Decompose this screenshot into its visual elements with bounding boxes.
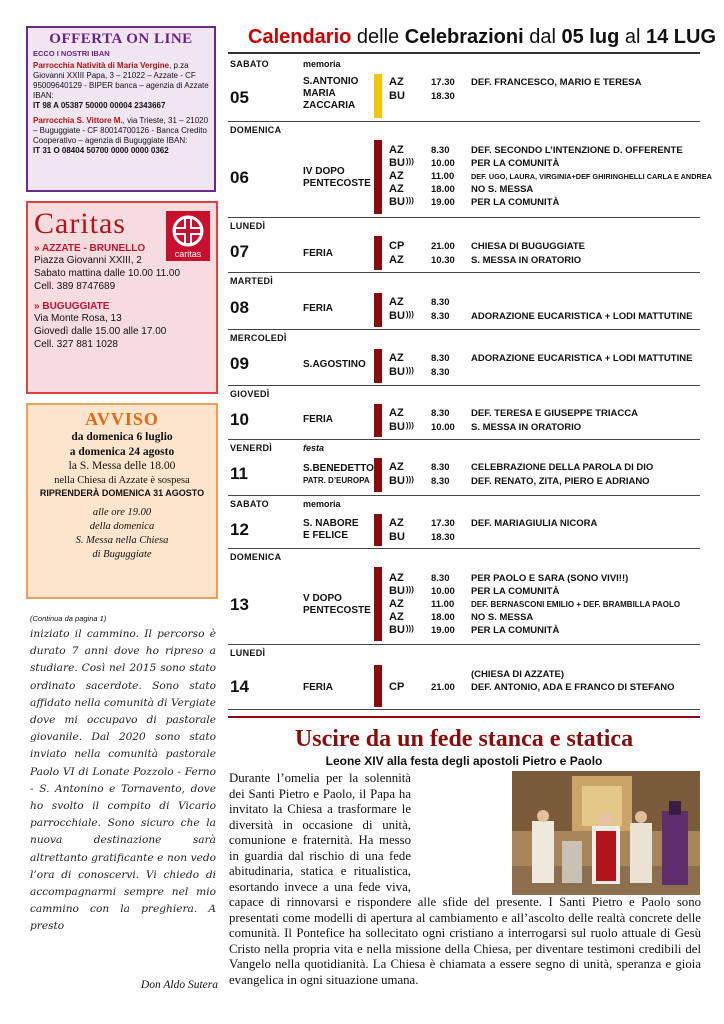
celebration-line-2: MARIA	[303, 88, 336, 99]
season-bar	[374, 74, 382, 118]
place-code: AZ	[389, 517, 404, 529]
celebration	[303, 76, 371, 112]
mass-time: 10.30	[431, 255, 455, 266]
mass-intention: CHIESA DI BUGUGGIATE	[471, 241, 586, 252]
celebration-line-1: S.ANTONIO	[303, 76, 359, 87]
place-code-stream	[389, 624, 414, 636]
day-number: 14	[230, 677, 249, 696]
place-code: BU	[389, 157, 405, 169]
mass-time: 21.00	[431, 241, 455, 252]
mass-time: 8.30	[431, 408, 450, 419]
place-code: AZ	[389, 76, 404, 88]
caritas-azzate-hours: Sabato mattina dalle 10.00 11.00	[34, 268, 181, 279]
mass-intention: PER LA COMUNITÀ	[471, 625, 560, 636]
mass-time: 17.30	[431, 518, 455, 529]
day-name: MERCOLEDÌ	[230, 333, 287, 343]
mass-intention: PER LA COMUNITÀ	[471, 586, 560, 597]
celebration	[303, 166, 371, 190]
calendar-row-14	[228, 645, 700, 710]
article-body	[229, 771, 701, 988]
calendar-row-08	[228, 273, 700, 330]
mass-time: 8.30	[431, 476, 450, 487]
mass-intention: DEF. SECONDO L’INTENZIONE D. OFFERENTE	[471, 145, 683, 156]
mass-time: 10.00	[431, 158, 455, 169]
caritas-buguggiate-hours: Giovedì dalle 15.00 alle 17.00	[34, 326, 167, 337]
celebration: S.AGOSTINO	[303, 359, 366, 370]
offerta-parish-1	[33, 61, 209, 111]
calendar-row-05	[228, 56, 700, 122]
celebration-line-2: PENTECOSTE	[303, 605, 371, 616]
place-code: AZ	[389, 352, 404, 364]
caritas-place-buguggiate-label: BUGUGGIATE	[42, 301, 110, 312]
mass-time: 19.00	[431, 625, 455, 636]
calendar-row-09	[228, 330, 700, 386]
place-code: BU	[389, 366, 405, 378]
mass-time: 10.00	[431, 422, 455, 433]
avviso-line-4: nella Chiesa di Azzate è sospesa	[54, 474, 190, 486]
mass-time: 10.00	[431, 586, 455, 597]
mass-time: 18.30	[431, 532, 455, 543]
day-name: DOMENICA	[230, 125, 282, 135]
streaming-icon: )))	[405, 366, 414, 375]
celebration: FERIA	[303, 682, 333, 693]
day-tag: memoria	[303, 59, 341, 69]
celebration: FERIA	[303, 414, 333, 425]
celebration-line-2: PATR. D’EUROPA	[303, 476, 370, 485]
mass-intention: DEF. UGO, LAURA, VIRGINIA+DEF GHIRINGHELLI CARLA E ANDREA	[471, 172, 712, 181]
letter-signature: Don Aldo Sutera	[140, 979, 218, 991]
mass-intention: PER LA COMUNITÀ	[471, 197, 560, 208]
celebration: FERIA	[303, 303, 333, 314]
mass-intention: DEF. BERNASCONI EMILIO + DEF. BRAMBILLA PAOLO	[471, 600, 681, 609]
calendar-title-5: 05 lug	[561, 26, 620, 48]
mass-location-note: (CHIESA DI AZZATE)	[471, 669, 565, 680]
place-code-stream	[389, 421, 414, 433]
place-code: BU	[389, 90, 405, 102]
caritas-title: Caritas	[34, 207, 126, 240]
day-number: 10	[230, 410, 249, 429]
mass-time: 8.30	[431, 311, 450, 322]
calendar-title	[248, 26, 716, 49]
season-bar	[374, 293, 382, 327]
place-code: AZ	[389, 598, 404, 610]
season-bar	[374, 349, 382, 383]
article-subtitle: Leone XIV alla festa degli apostoli Pietro e Paolo	[325, 754, 603, 768]
mass-intention: DEF. FRANCESCO, MARIO E TERESA	[471, 77, 642, 88]
mass-time: 19.00	[431, 197, 455, 208]
place-code-stream	[389, 157, 414, 169]
avviso-italic-3: S. Messa nella Chiesa	[75, 535, 169, 546]
mass-intention: DEF. ANTONIO, ADA E FRANCO DI STEFANO	[471, 682, 675, 693]
celebration	[303, 593, 371, 617]
parish-2-address: , via Trieste, 31 – 21020 – Buguggiate - CF 80014700126 - Banca Credito Cooperativo – agenzia di Buguggiate IBAN:	[33, 116, 209, 145]
celebration-line-3: ZACCARIA	[303, 100, 356, 111]
place-code: CP	[389, 240, 405, 252]
celebration	[303, 463, 374, 487]
place-code: BU	[389, 310, 405, 322]
caritas-box	[26, 201, 218, 394]
parish-2-iban: IT 31 O 08404 50700 0000 0000 0362	[33, 146, 169, 155]
article-text: Durante l’omelia per la solennità dei Santi Pietro e Paolo, il Papa ha invitato la Chiesa a trasformare le diversità in occasione di unità, comunione e fraternità. Ha messo in guardia dal rischio di una fede abitudinaria, statica e ritualistica, esortando invece a una fede viva, capace di rinnovarsi e rispondere alle sfide del presente. I Santi Pietro e Paolo sono presentati come modelli di apertura al cambiamento e all’ascolto delle realtà concrete delle comunità. Il Pontefice ha sollecitato ogni cristiano a interrogarsi sul ruolo attuale di Gesù Cristo nella propria vita e nella missione della Chiesa, per diventare testimoni credibili del Vangelo nella quotidianità. La Chiesa è chiamata a essere segno di unità, speranza e gioia evangelica in ogni situazione umana.	[229, 771, 701, 987]
parish-2-name: Parrocchia S. Vittore M.	[33, 116, 123, 125]
avviso-line-2: a domenica 24 agosto	[69, 445, 175, 458]
streaming-icon: )))	[405, 421, 414, 430]
mass-time: 8.30	[431, 353, 450, 364]
season-bar	[374, 236, 382, 270]
day-tag: memoria	[303, 499, 341, 509]
day-number: 06	[230, 168, 249, 187]
calendar-row-12	[228, 496, 700, 549]
mass-time: 21.00	[431, 682, 455, 693]
mass-time: 8.30	[431, 462, 450, 473]
day-name: LUNEDÌ	[230, 221, 266, 231]
avviso-italic-2: della domenica	[89, 521, 155, 532]
mass-time: 8.30	[431, 297, 450, 308]
place-code: BU	[389, 531, 405, 543]
parish-1-address: , p.za Giovanni XXIII Papa, 3 – 21022 – Azzate - CF 95009640129 - BIPER banca – agenzia di Azzate IBAN:	[33, 61, 209, 100]
season-bar	[374, 665, 382, 707]
mass-intention: ADORAZIONE EUCARISTICA + LODI MATTUTINE	[471, 311, 693, 322]
place-code: AZ	[389, 170, 404, 182]
mass-intention: DEF. TERESA E GIUSEPPE TRIACCA	[471, 408, 638, 419]
place-code-stream	[389, 196, 414, 208]
mass-intention: DEF. MARIAGIULIA NICORA	[471, 518, 598, 529]
day-tag: festa	[303, 443, 325, 453]
caritas-logo	[166, 211, 210, 261]
mass-time: 18.30	[431, 91, 455, 102]
day-number: 07	[230, 242, 249, 261]
calendar-title-1: Calendario	[248, 26, 352, 48]
avviso-italic-1: alle ore 19.00	[92, 507, 152, 518]
day-number: 09	[230, 354, 249, 373]
caritas-azzate-address: Piazza Giovanni XXIII, 2	[34, 255, 142, 266]
calendar-row-06	[228, 122, 712, 218]
caritas-logo-text: caritas	[174, 249, 202, 259]
place-code: BU	[389, 475, 405, 487]
celebration-line-2: PENTECOSTE	[303, 178, 371, 189]
celebration	[303, 518, 371, 542]
mass-time: 8.30	[431, 367, 450, 378]
avviso-line-5: RIPRENDERÀ DOMENICA 31 AGOSTO	[39, 488, 205, 498]
place-code-stream	[389, 585, 414, 597]
caritas-azzate-phone: Cell. 389 8747689	[34, 281, 116, 292]
day-name: LUNEDÌ	[230, 648, 266, 658]
article-title: Uscire da un fede stanca e statica	[294, 726, 634, 752]
mass-intention: NO S. MESSA	[471, 612, 534, 623]
day-name: SABATO	[230, 59, 269, 69]
place-code: BU	[389, 421, 405, 433]
place-code: CP	[389, 681, 405, 693]
mass-intention: PER PAOLO E SARA (SONO VIVI!!)	[471, 573, 629, 584]
mass-time: 18.00	[431, 184, 455, 195]
place-code: AZ	[389, 572, 404, 584]
calendar-title-6: al	[624, 26, 641, 48]
mass-intention: DEF. RENATO, ZITA, PIERO E ADRIANO	[471, 476, 650, 487]
caritas-cross-icon	[166, 211, 210, 261]
mass-intention: NO S. MESSA	[471, 184, 534, 195]
mass-intention: S. MESSA IN ORATORIO	[471, 422, 582, 433]
day-name: MARTEDÌ	[230, 276, 274, 286]
parish-1-name: Parrocchia Natività di Maria Vergine	[33, 61, 170, 70]
day-number: 05	[230, 88, 249, 107]
avviso-line-1: da domenica 6 luglio	[71, 431, 173, 443]
place-code-stream	[389, 310, 414, 322]
avviso-box	[26, 403, 218, 599]
calendar-row-07	[228, 218, 700, 273]
letter-text: iniziato il cammino. Il percorso è durato 7 anni dove ho ripreso a studiare. Così nel 2015 sono stato ordinato sacerdote. Sono stato affidato nella comunità di Vergiate dove mi occupavo di pastorale giovanile. Dal 2020 sono stato inviato nella comunità pastorale Paolo VI di Lonate Pozzolo - Ferno - S. Antonino e Tornavento, dove ho svolto il compito di Vicario parrocchiale. Sono sicuro che la nuova destinazione sarà altrettanto gratificante e non vedo l’ora di conoscervi. Vi chiedo di accompagnarmi sempre nel mio cammino con la preghiera. A presto	[30, 628, 216, 933]
mass-time: 11.00	[431, 171, 455, 182]
mass-time: 8.30	[431, 573, 450, 584]
celebration-line-1: S.BENEDETTO	[303, 463, 374, 474]
day-number: 11	[230, 464, 248, 483]
parish-1-iban: IT 98 A 05387 50000 00004 2343667	[33, 101, 166, 110]
celebration-line-1: IV DOPO	[303, 166, 345, 177]
caritas-place-azzate: » AZZATE - BRUNELLO	[34, 243, 146, 254]
day-name: DOMENICA	[230, 552, 282, 562]
offerta-box	[26, 26, 216, 192]
avviso-italic-block	[32, 506, 212, 562]
mass-time: 18.00	[431, 612, 455, 623]
mass-time: 11.00	[431, 599, 455, 610]
place-code: AZ	[389, 254, 404, 266]
offerta-subtitle: ECCO I NOSTRI IBAN	[33, 49, 110, 58]
place-code: AZ	[389, 611, 404, 623]
mass-time: 17.30	[431, 77, 455, 88]
offerta-parish-2	[33, 116, 209, 156]
day-number: 13	[230, 595, 249, 614]
streaming-icon: )))	[405, 157, 414, 166]
calendar-title-7: 14 LUG	[646, 26, 717, 48]
day-name: VENERDÌ	[230, 443, 273, 453]
place-code: AZ	[389, 407, 404, 419]
day-number: 12	[230, 520, 249, 539]
photo-spacer	[415, 771, 701, 895]
place-code: BU	[389, 585, 405, 597]
place-code: AZ	[389, 296, 404, 308]
calendar-title-2: delle	[356, 26, 400, 48]
avviso-italic-4: di Buguggiate	[92, 549, 152, 560]
season-bar	[374, 514, 382, 546]
mass-intention: ADORAZIONE EUCARISTICA + LODI MATTUTINE	[471, 353, 693, 364]
celebration: FERIA	[303, 248, 333, 259]
streaming-icon: )))	[405, 624, 414, 633]
calendar-row-13	[228, 549, 700, 645]
mass-intention: PER LA COMUNITÀ	[471, 158, 560, 169]
calendar-title-4: dal	[529, 26, 556, 48]
caritas-place-buguggiate: » BUGUGGIATE	[34, 301, 110, 312]
caritas-buguggiate-address: Via Monte Rosa, 13	[34, 313, 122, 324]
place-code: AZ	[389, 144, 404, 156]
day-number: 08	[230, 298, 249, 317]
place-code: BU	[389, 196, 405, 208]
offerta-title: OFFERTA ON LINE	[49, 31, 193, 47]
day-name: GIOVEDÌ	[230, 389, 270, 399]
season-bar	[374, 567, 382, 641]
mass-intention: CELEBRAZIONE DELLA PAROLA DI DIO	[471, 462, 654, 473]
celebration-line-1: S. NABORE	[303, 518, 359, 529]
season-bar	[374, 404, 382, 437]
calendar-divider	[228, 52, 700, 54]
season-bar	[374, 140, 382, 214]
caritas-place-azzate-label: AZZATE - BRUNELLO	[41, 243, 146, 254]
calendar-row-10	[228, 386, 700, 440]
place-code-stream	[389, 366, 414, 378]
celebration-line-2: E FELICE	[303, 530, 349, 541]
avviso-line-3: la S. Messa delle 18.00	[68, 460, 176, 472]
mass-time: 8.30	[431, 145, 450, 156]
place-code: AZ	[389, 183, 404, 195]
caritas-buguggiate-phone: Cell. 327 881 1028	[34, 339, 118, 350]
streaming-icon: )))	[405, 310, 414, 319]
place-code: AZ	[389, 461, 404, 473]
streaming-icon: )))	[405, 475, 414, 484]
streaming-icon: )))	[405, 585, 414, 594]
mass-intention: S. MESSA IN ORATORIO	[471, 255, 582, 266]
avviso-title: AVVISO	[85, 409, 159, 429]
place-code: BU	[389, 624, 405, 636]
continuation-note: (Continua da pagina 1)	[30, 614, 107, 623]
celebration-line-1: V DOPO	[303, 593, 342, 604]
calendar-title-3: Celebrazioni	[404, 26, 524, 48]
streaming-icon: )))	[405, 196, 414, 205]
place-code-stream	[389, 475, 414, 487]
article-divider	[228, 716, 700, 718]
calendar-row-11	[228, 440, 700, 496]
day-name: SABATO	[230, 499, 269, 509]
season-bar	[374, 458, 382, 492]
